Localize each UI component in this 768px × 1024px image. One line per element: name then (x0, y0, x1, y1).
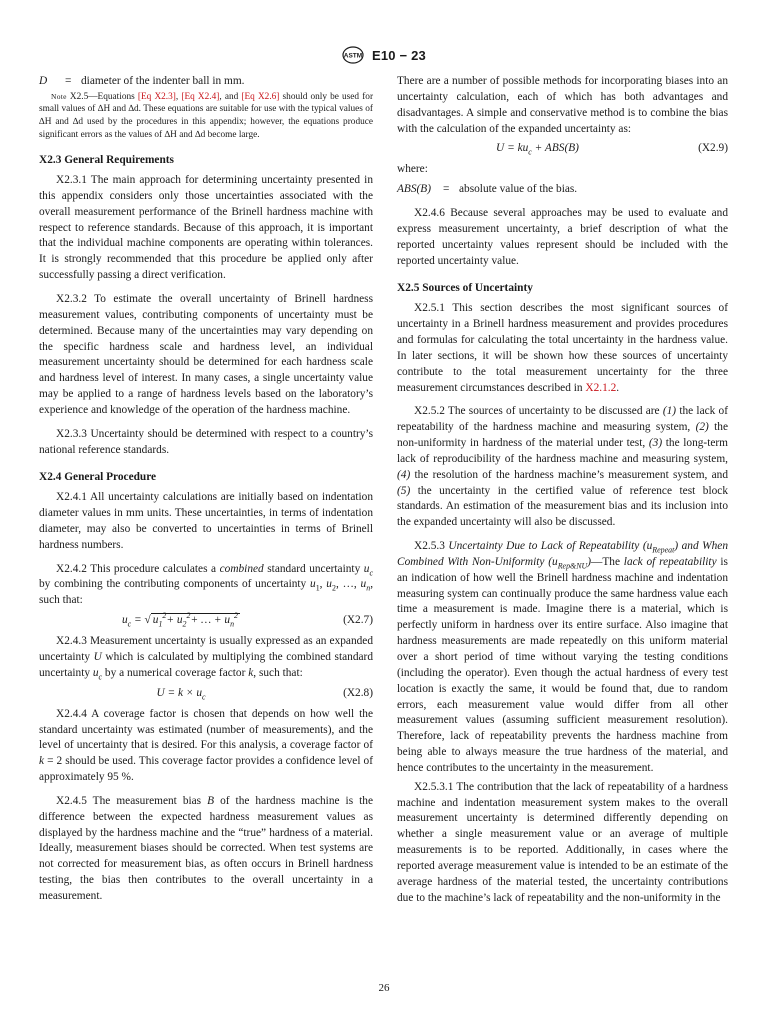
def-text: diameter of the indenter ball in mm. (81, 75, 245, 87)
where-label: where: (397, 163, 428, 176)
def-equals: = (443, 183, 450, 196)
svg-text:ASTM: ASTM (343, 52, 363, 60)
astm-logo-icon (342, 46, 364, 64)
note-x2-5: Note X2.5—Equations [Eq X2.3], [Eq X2.4], and [Eq X2.6] should only be used for small values of ∆H and ∆d. These equations are suitable for use with the typical values of ∆H and ∆d used by the procedures in this appendix; however, the equations produce significant errors as the values of ∆H and ∆d become large. (39, 91, 374, 140)
para-x2-3-3: X2.3.3 Uncertainty should be determined with respect to a country’s national reference standards. (39, 427, 373, 456)
left-column (39, 74, 373, 905)
equation-expression: $u_c$ = √ $u_1^2+ u_2^2+$ … + $u_n^2$ (122, 611, 238, 629)
page-number: 26 (378, 982, 390, 994)
para-x2-4-5: X2.4.5 The measurement bias B of the hardness machine is the difference between the expected hardness measurement values as displayed by the hardness machine and the “true” hardness of a material. Ideally, measurement biases should be corrected. When test systems are not corrected for measurement bias, as often occurs in Brinell hardness testing, the bias then contributes to the overall uncertainty in a measurement. (39, 794, 373, 902)
section-heading-x2-4: X2.4 General Procedure (39, 471, 157, 484)
def-text: absolute value of the bias. (459, 183, 578, 196)
para-x2-5-1: X2.5.1 This section describes the most significant sources of uncertainty in a Brinell hardness measurement and provides procedures and formulas for calculating the total uncertainty in the hardness value. In later sections, it will be shown how these sources of uncertainty contribute to the total measurement uncertainty for the three measurement circumstances described in X2.1.2. (397, 302, 728, 394)
equation-x2-7 (39, 612, 373, 630)
note-number: X2.5—Equations (69, 91, 135, 102)
definition-d (39, 74, 373, 90)
right-column (397, 74, 728, 907)
equation-x2-8 (39, 685, 373, 703)
para-x2-5-3-1: X2.5.3.1 The contribution that the lack of repeatability of a hardness machine and indentation measurement system makes to the overall measurement uncertainty is determined differently depending on whether a single measurement value or an average of multiple measurements is to be reported. Additionally, in cases where the reported average measurement value is intended to be an estimate of the average hardness of the material tested, the uncertainty contributions due to the machine’s lack of repeatability and the non-uniformity in the (397, 780, 728, 904)
eq-x2-3-link[interactable]: [Eq X2.3] (137, 91, 176, 102)
section-heading-x2-3: X2.3 General Requirements (39, 154, 174, 167)
para-x2-4-1: X2.4.1 All uncertainty calculations are initially based on indentation diameter values in mm units. These uncertainties, in terms of indentation diameter, may also be converted to uncertainties in terms of Brinell hardness numbers. (39, 491, 373, 551)
para-x2-4-2: X2.4.2 This procedure calculates a combined standard uncertainty $u_c$ by combining the contributing components of uncertainty $u_1$, $u_2$, …, $u_n$, such that: (39, 562, 374, 607)
def-equals: = (65, 75, 72, 87)
x2-1-2-link[interactable]: X2.1.2 (585, 381, 617, 394)
eq-x2-6-link[interactable]: [Eq X2.6] (241, 91, 280, 102)
para-x2-4-3: X2.4.3 Measurement uncertainty is usually expressed as an expanded uncertainty U which is calculated by multiplying the combined standard uncertainty $u_c$ by a numerical coverage factor k, such that: (39, 635, 373, 682)
para-x2-5-3: X2.5.3 Uncertainty Due to Lack of Repeatability $(u_{Repeat})$ and When Combined With Non-Uniformity $(u_{Rep\&NU})—The$ lack of repeatability is an indication of how well the Brinell hardness machine and indentation measuring system can continually produce the same hardness value each time a measurement is made. Imagine there is a material, which is perfectly uniform in hardness over its entire surface. Also imagine that hardness measurements are made repeatedly on this uniform material over a short period of time without varying the testing conditions (including the operator). Even though the actual hardness of every test location is exactly the same, it would be found that, due to random errors, each measurement value would differ from all other measurement values (assuming sufficient measurement resolution). Therefore, lack of repeatability prevents the hardness machine from being able to always measure the true hardness of the material, and hence contributes to the uncertainty in the measurement. (397, 540, 728, 774)
para-x2-3-1: X2.3.1 The main approach for determining uncertainty presented in this appendix considers only those uncertainties associated with the overall measurement performance of the Brinell hardness machine with respect to reference standards. Because of this approach, it is important that the individual machine components are operating within tolerances. It is strongly recommended that this procedure be applied only after successfully passing a direct verification. (39, 174, 373, 282)
equation-number: (X2.7) (343, 614, 373, 627)
def-symbol: D (39, 75, 48, 87)
equation-expression: $U = k \times u_c$ (156, 686, 206, 702)
section-heading-x2-5: X2.5 Sources of Uncertainty (397, 282, 533, 295)
eq-x2-4-link[interactable]: [Eq X2.4] (181, 91, 220, 102)
equation-expression: $U = ku_c + ABS(B)$ (496, 142, 579, 157)
document-designation: E10 − 23 (371, 47, 426, 63)
para-x2-4-4: X2.4.4 A coverage factor is chosen that depends on how well the standard uncertainty was estimated (number of measurements), and the level of uncertainty that is desired. For this analysis, a coverage factor of k = 2 should be used. This coverage factor provides a confidence level of approximately 95 %. (39, 707, 373, 784)
equation-number: (X2.8) (343, 686, 373, 699)
note-text: should only be used for small values of ∆H and ∆d. These equations are suitable for use with the typical values of ∆H and ∆d used by the procedures in this appendix; however, the equations produce significant errors as the values of ∆H and ∆d become large. (39, 91, 374, 140)
equation-x2-9 (397, 140, 728, 158)
equation-number: (X2.9) (698, 142, 728, 155)
note-label: Note (51, 91, 67, 101)
para-x2-4-5-continued: There are a number of possible methods for incorporating biases into an uncertainty calculation, each of which has both advantages and disadvantages. A simple and conservative method is to combine the bias with the calculation of the expanded uncertainty as: (397, 75, 728, 135)
para-x2-3-2: X2.3.2 To estimate the overall uncertainty of Brinell hardness measurement values, contributing components of uncertainty must be determined. Because many of the uncertainties may vary depending on the specific hardness scale and hardness level, an individual measurement uncertainty should be determined for each hardness scale and hardness level of interest. In many cases, a single uncertainty value may be applied to a range of hardness levels based on the laboratory’s experience and knowledge of the operation of the hardness machine. (39, 292, 373, 416)
para-x2-4-6: X2.4.6 Because several approaches may be used to evaluate and express measurement uncertainty, a brief description of what the reported uncertainty values represent should be included with the reported uncertainty value. (397, 207, 728, 267)
note-and: and (224, 91, 239, 102)
page-header (0, 44, 768, 66)
def-symbol: ABS(B) (397, 183, 432, 196)
definition-abs-b (397, 182, 728, 198)
para-x2-5-2: X2.5.2 The sources of uncertainty to be discussed are (1) the lack of repeatability of the hardness machine and measuring system, (2) the non-uniformity in hardness of the material under test, (3) the long-term lack of reproducibility of the hardness machine and measuring system, (4) the resolution of the hardness machine’s measurement system, and (5) the uncertainty in the certified value of reference test block standards. An estimation of the measurement bias and its inclusion into the expanded uncertainty will also be discussed. (397, 405, 729, 529)
